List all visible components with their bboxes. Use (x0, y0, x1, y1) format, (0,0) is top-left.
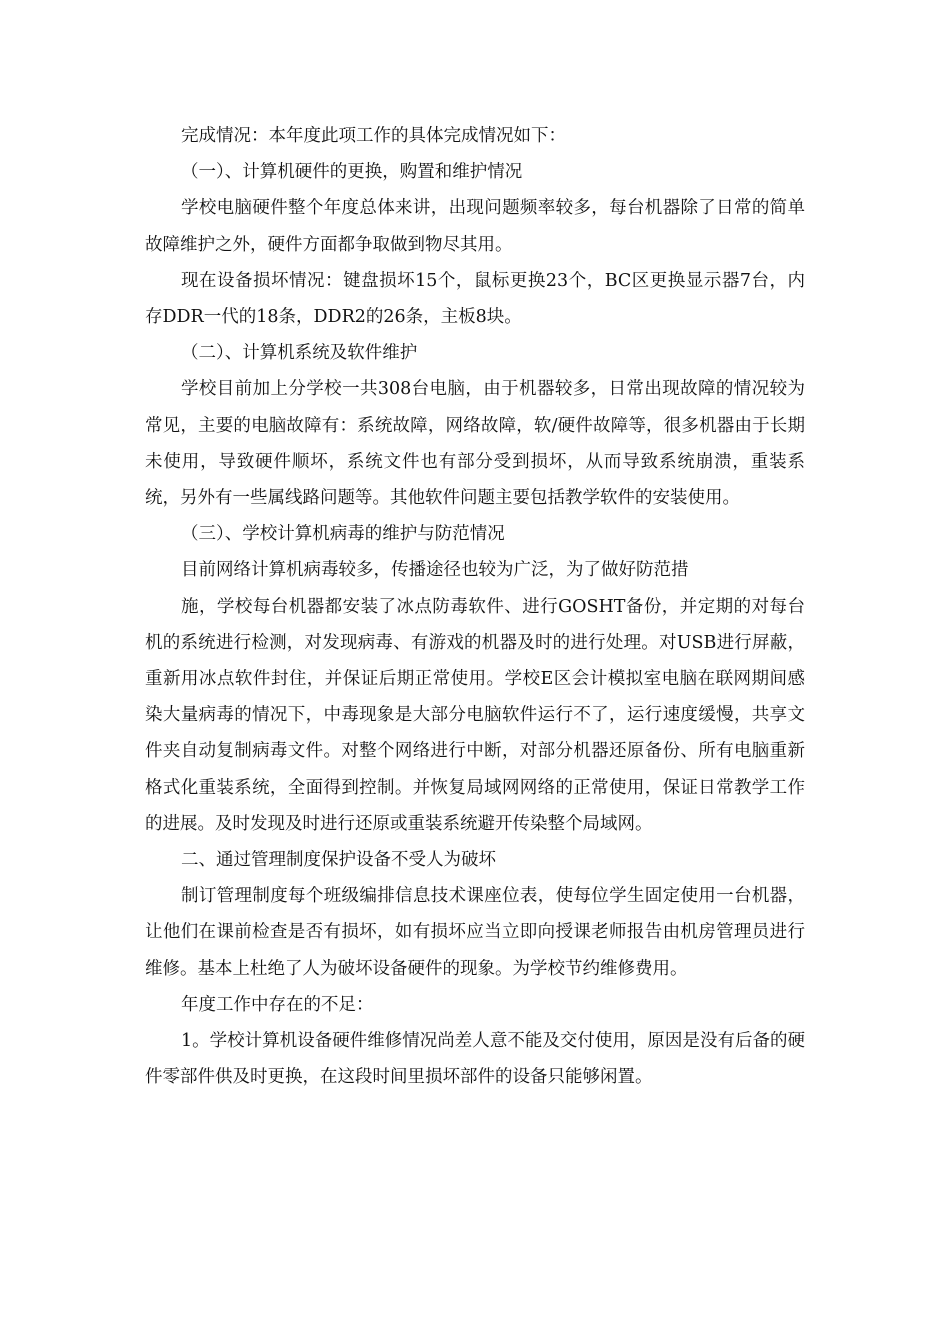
paragraph-virus-intro: 目前网络计算机病毒较多，传播途径也较为广泛，为了做好防范措 (181, 560, 689, 581)
section-heading-software: （二）、计算机系统及软件维护 (181, 343, 418, 364)
section-heading-management: 二、通过管理制度保护设备不受人为破坏 (181, 850, 496, 871)
paragraph-software-maintenance: 学校目前加上分学校一共308台电脑，由于机器较多，日常出现故障的情况较为常见，主要的电脑故障有：系统故障，网络故障，软/硬件故障等，很多机器由于长期未使用，导致硬件顺坏，系统文件也有部分受到损坏，从而导致系统崩溃，重装系统，另外有一些属线路问题等。其他软件问题主要包括教学软件的安装使用。 (145, 379, 805, 509)
document-body (145, 118, 805, 1095)
paragraph-completion-intro: 完成情况：本年度此项工作的具体完成情况如下： (181, 126, 566, 146)
section-heading-virus: （三）、学校计算机病毒的维护与防范情况 (181, 524, 505, 545)
paragraph-virus-measures: 施，学校每台机器都安装了冰点防毒软件、进行GOSHT备份，并定期的对每台机的系统进行检测，对发现病毒、有游戏的机器及时的进行处理。对USB进行屏蔽，重新用冰点软件封住，并保证后期正常使用。学校E区会计模拟室电脑在联网期间感染大量病毒的情况下，中毒现象是大部分电脑软件运行不了，运行速度缓慢，共享文件夹自动复制病毒文件。对整个网络进行中断，对部分机器还原备份、所有电脑重新格式化重装系统，全面得到控制。并恢复局域网网络的正常使用，保证日常教学工作的进展。及时发现及时进行还原或重装系统避开传染整个局域网。 (145, 596, 805, 834)
section-heading-shortcomings: 年度工作中存在的不足： (181, 994, 374, 1015)
paragraph-management-rules: 制订管理制度每个班级编排信息技术课座位表，使每位学生固定使用一台机器，让他们在课前检查是否有损坏，如有损坏应当立即向授课老师报告由机房管理员进行维修。基本上杜绝了人为破坏设备硬件的现象。为学校节约维修费用。 (145, 886, 805, 979)
section-heading-hardware: （一）、计算机硬件的更换，购置和维护情况 (181, 162, 523, 183)
paragraph-shortcoming-1: 1。学校计算机设备硬件维修情况尚差人意不能及交付使用，原因是没有后备的硬件零部件供及时更换，在这段时间里损坏部件的设备只能够闲置。 (145, 1031, 805, 1088)
paragraph-damage-stats: 现在设备损坏情况：键盘损坏15个，鼠标更换23个，BC区更换显示器7台，内存DDR一代的18条，DDR2的26条，主板8块。 (145, 270, 805, 328)
paragraph-hardware-overview: 学校电脑硬件整个年度总体来讲，出现问题频率较多，每台机器除了日常的简单故障维护之外，硬件方面都争取做到物尽其用。 (145, 198, 805, 255)
